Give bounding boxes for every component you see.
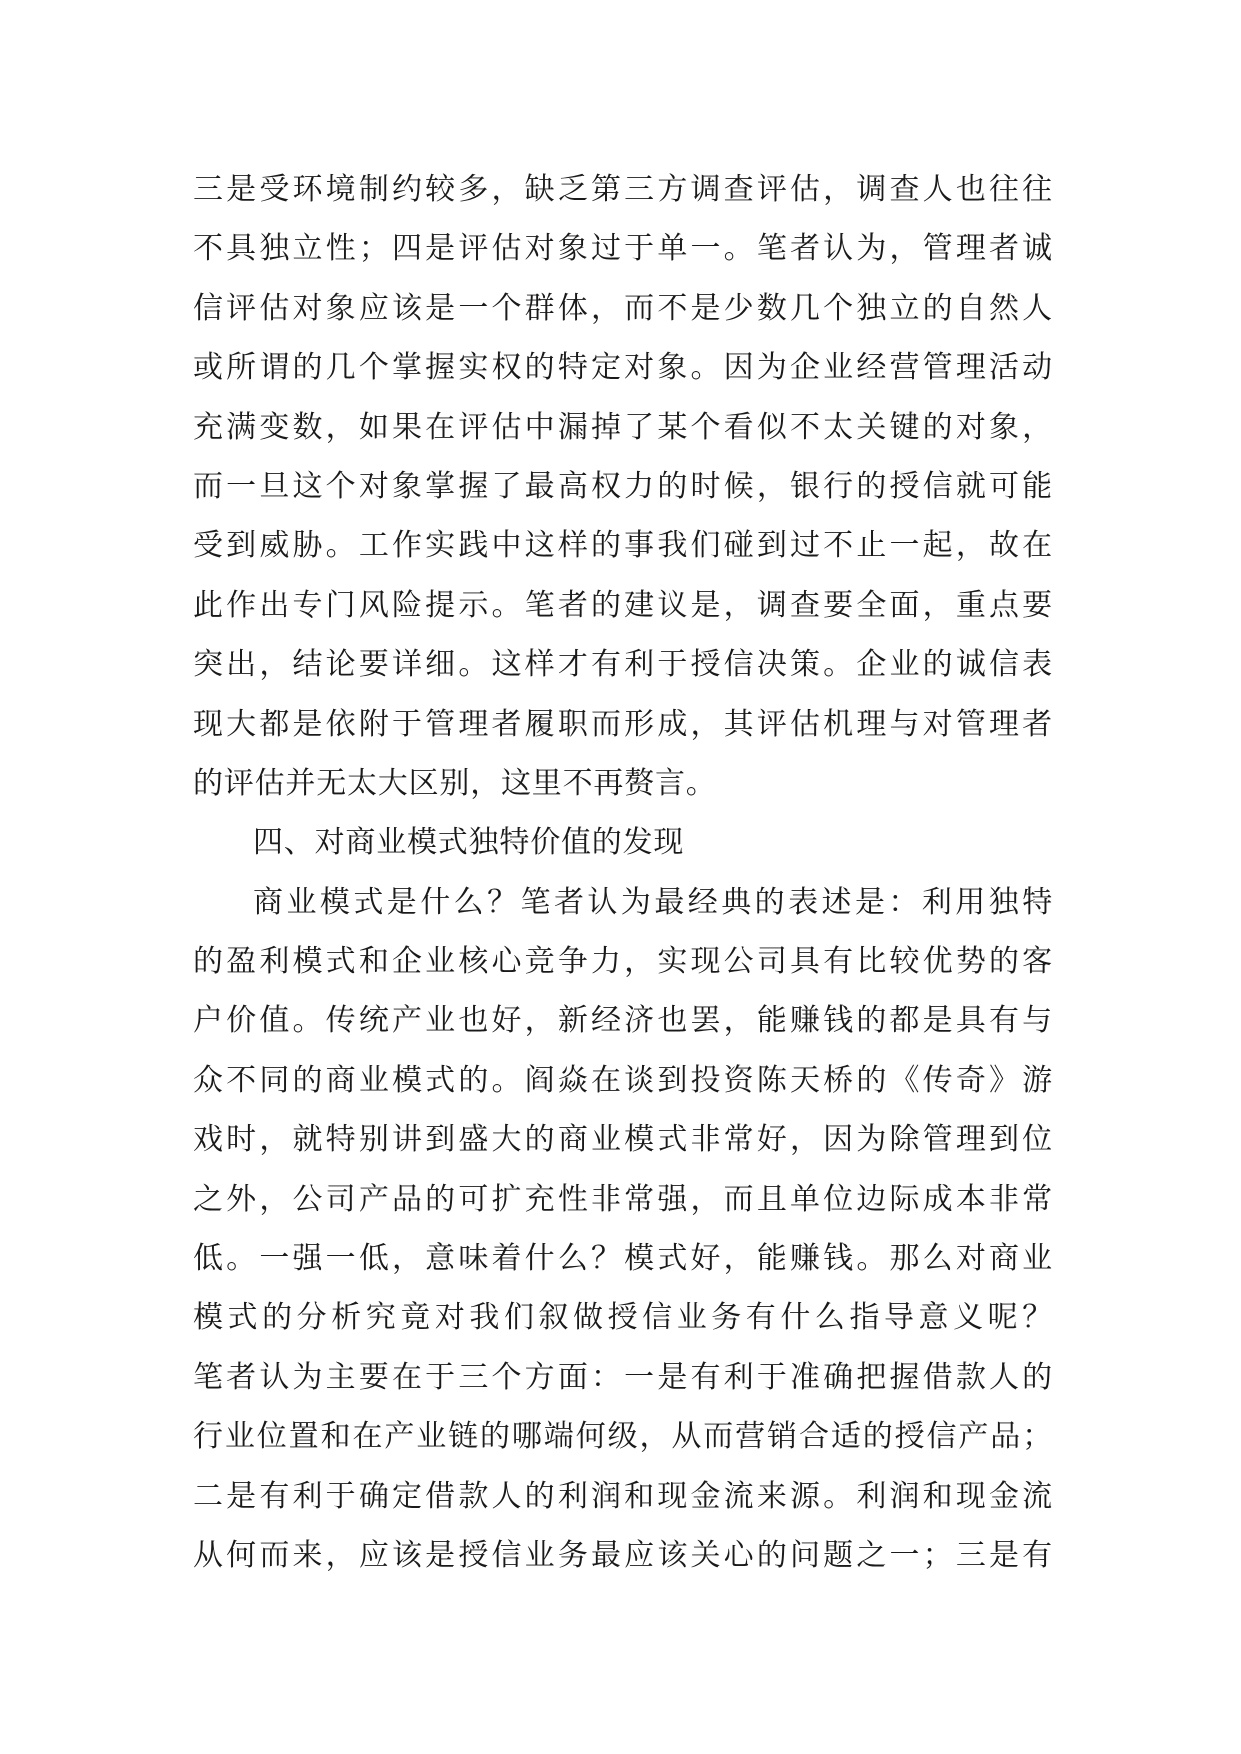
text-line: 受到威胁。工作实践中这样的事我们碰到过不止一起，故在: [193, 528, 1053, 564]
text-line: 低。一强一低，意味着什么？模式好，能赚钱。那么对商业: [193, 1241, 1053, 1277]
text-line: 笔者认为主要在于三个方面：一是有利于准确把握借款人的: [193, 1359, 1053, 1395]
text-line: 众不同的商业模式的。阎焱在谈到投资陈天桥的《传奇》游: [193, 1062, 1053, 1098]
text-line: 或所谓的几个掌握实权的特定对象。因为企业经营管理活动: [193, 350, 1053, 386]
text-line: 从何而来，应该是授信业务最应该关心的问题之一；三是有: [193, 1537, 1053, 1573]
text-line: 户价值。传统产业也好，新经济也罢，能赚钱的都是具有与: [193, 1003, 1053, 1039]
text-line: 突出，结论要详细。这样才有利于授信决策。企业的诚信表: [193, 647, 1053, 683]
document-page: [193, 160, 1053, 1585]
text-line: 不具独立性；四是评估对象过于单一。笔者认为，管理者诚: [193, 231, 1053, 267]
text-line: 的评估并无太大区别，这里不再赘言。: [193, 765, 717, 801]
text-line: 三是受环境制约较多，缺乏第三方调查评估，调查人也往往: [193, 172, 1053, 207]
text-line: 的盈利模式和企业核心竞争力，实现公司具有比较优势的客: [193, 944, 1053, 980]
text-line: 二是有利于确定借款人的利润和现金流来源。利润和现金流: [193, 1478, 1053, 1514]
text-line: 之外，公司产品的可扩充性非常强，而且单位边际成本非常: [193, 1181, 1053, 1217]
text-line: 充满变数，如果在评估中漏掉了某个看似不太关键的对象，: [193, 409, 1053, 445]
text-line: 戏时，就特别讲到盛大的商业模式非常好，因为除管理到位: [193, 1122, 1053, 1158]
text-line: 商业模式是什么？笔者认为最经典的表述是：利用独特: [253, 884, 1053, 920]
paragraph-business-model: [193, 873, 1053, 1586]
text-line: 此作出专门风险提示。笔者的建议是，调查要全面，重点要: [193, 587, 1053, 623]
text-line: 而一旦这个对象掌握了最高权力的时候，银行的授信就可能: [193, 468, 1053, 504]
text-line: 信评估对象应该是一个群体，而不是少数几个独立的自然人: [193, 290, 1053, 326]
paragraph-integrity-assessment: [193, 160, 1053, 813]
section-heading: 四、对商业模式独特价值的发现: [253, 825, 685, 861]
text-line: 现大都是依附于管理者履职而形成，其评估机理与对管理者: [193, 706, 1053, 742]
text-line: 行业位置和在产业链的哪端何级，从而营销合适的授信产品；: [193, 1419, 1053, 1455]
text-line: 模式的分析究竟对我们叙做授信业务有什么指导意义呢？: [193, 1300, 1053, 1336]
